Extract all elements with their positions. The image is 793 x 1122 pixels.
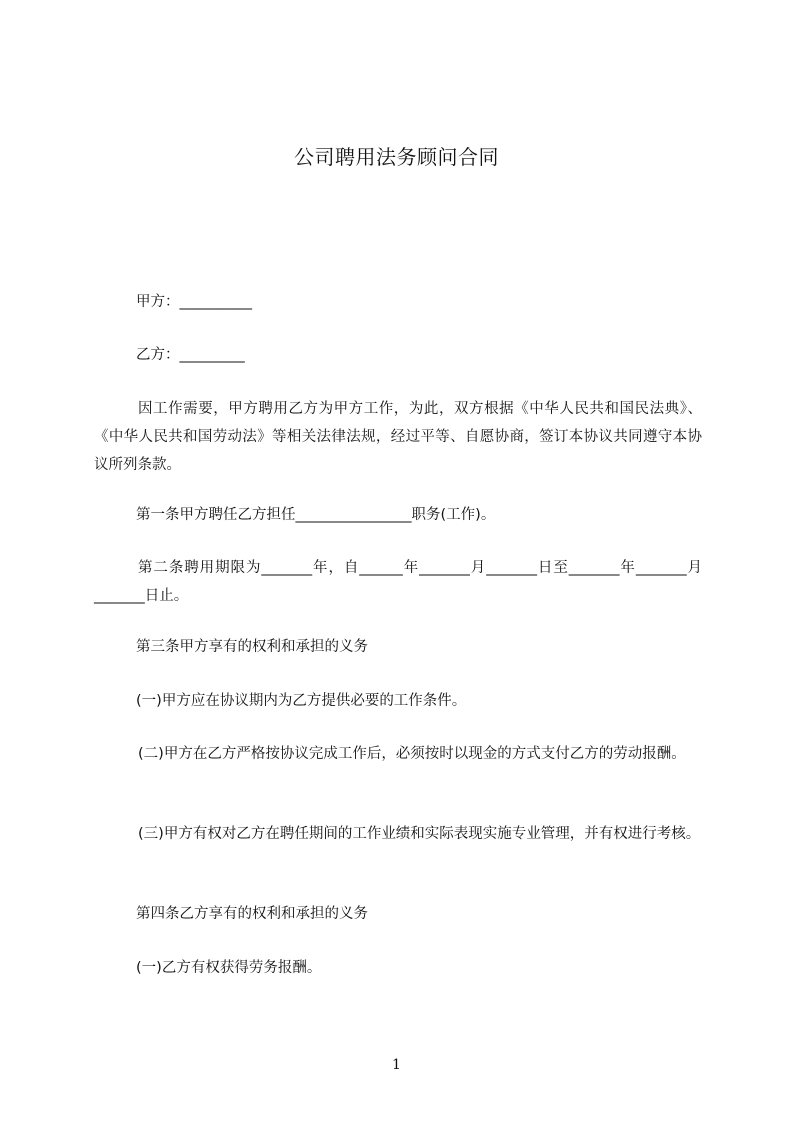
- article-1: 第一条甲方聘任乙方担任________________职务(工作)。: [136, 507, 496, 523]
- article-4-item-1: (一)乙方有权获得劳务报酬。: [136, 960, 322, 976]
- party-b-line: 乙方：_________: [136, 347, 245, 363]
- document-title: 公司聘用法务顾问合同: [294, 145, 499, 169]
- page-number: 1: [392, 1057, 401, 1073]
- article-4-heading: 第四条乙方享有的权利和承担的义务: [136, 906, 368, 922]
- party-a-line: 甲方：__________: [136, 294, 252, 310]
- article-3-item-2: (二)甲方在乙方严格按协议完成工作后，必须按时以现金的方式支付乙方的劳动报酬。: [138, 746, 686, 762]
- preamble-paragraph: 因工作需要，甲方聘用乙方为甲方工作，为此，双方根据《中华人民共和国民法典》、《中华人民共和国劳动法》等相关法律法规，经过平等、自愿协商，签订本协议共同遵守本协议所列条款。: [94, 401, 702, 473]
- article-3-heading: 第三条甲方享有的权利和承担的义务: [136, 639, 368, 655]
- article-3-item-3: (三)甲方有权对乙方在聘任期间的工作业绩和实际表现实施专业管理，并有权进行考核。: [138, 826, 701, 842]
- article-2: 第二条聘用期限为_______年，自______年_______月_______日至_______年_______月_______日止。: [94, 560, 702, 604]
- article-3-item-1: (一)甲方应在协议期内为乙方提供必要的工作条件。: [136, 693, 467, 709]
